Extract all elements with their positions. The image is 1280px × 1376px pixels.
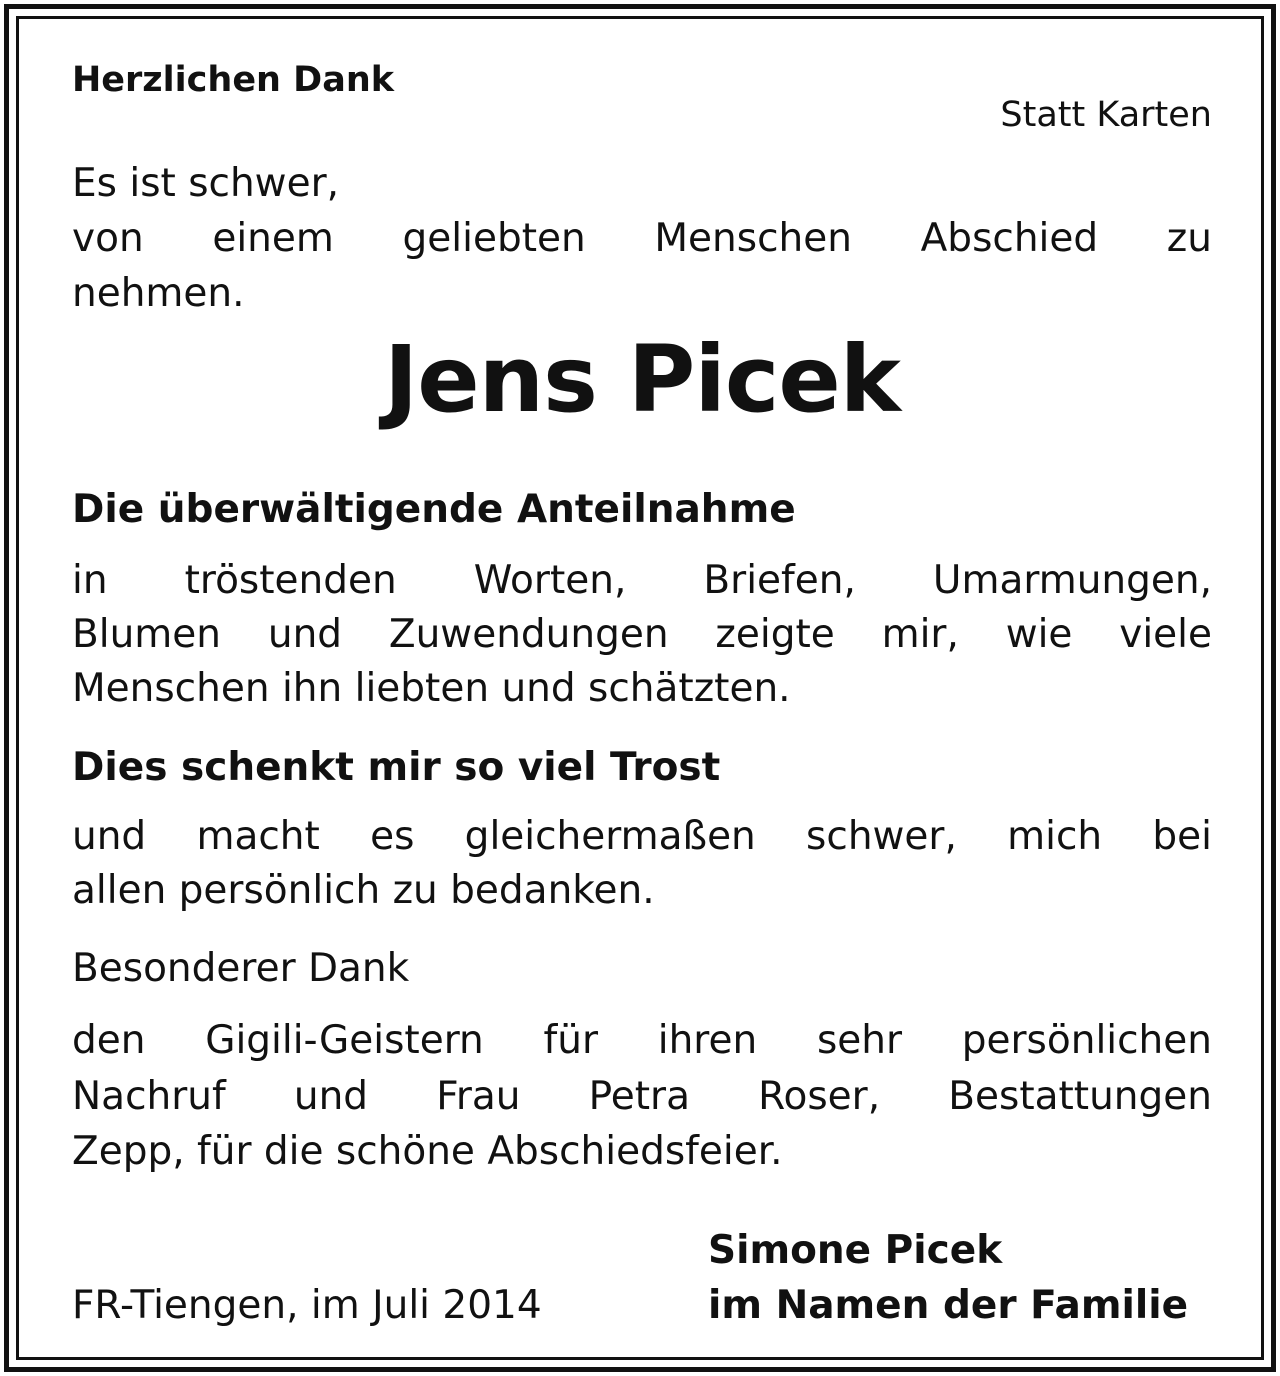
section2-heading: Dies schenkt mir so viel Trost — [72, 745, 721, 790]
section3-heading: Besonderer Dank — [72, 946, 410, 991]
signature-role: im Namen der Familie — [708, 1283, 1189, 1328]
signature-name: Simone Picek — [708, 1228, 1003, 1273]
section1-line-1: in tröstenden Worten, Briefen, Umarmungen, — [72, 558, 1212, 603]
section3-line-3: Zepp, für die schöne Abschiedsfeier. — [72, 1129, 783, 1174]
section2-line-2: allen persönlich zu bedanken. — [72, 868, 655, 913]
header-statt-karten: Statt Karten — [1000, 95, 1212, 135]
section3-line-2: Nachruf und Frau Petra Roser, Bestattungen — [72, 1074, 1212, 1119]
intro-line-3: nehmen. — [72, 271, 245, 316]
section2-line-1: und macht es gleichermaßen schwer, mich bei — [72, 814, 1212, 859]
section1-heading: Die überwältigende Anteilnahme — [72, 487, 796, 532]
intro-line-1: Es ist schwer, — [72, 161, 340, 206]
header-thanks: Herzlichen Dank — [72, 60, 395, 100]
deceased-name: Jens Picek — [384, 326, 900, 433]
section1-line-2: Blumen und Zuwendungen zeigte mir, wie viele — [72, 612, 1212, 657]
intro-line-2: von einem geliebten Menschen Abschied zu — [72, 216, 1212, 261]
section3-line-1: den Gigili-Geistern für ihren sehr persönlichen — [72, 1018, 1212, 1063]
place-and-date: FR-Tiengen, im Juli 2014 — [72, 1283, 542, 1328]
section1-line-3: Menschen ihn liebten und schätzten. — [72, 666, 791, 711]
